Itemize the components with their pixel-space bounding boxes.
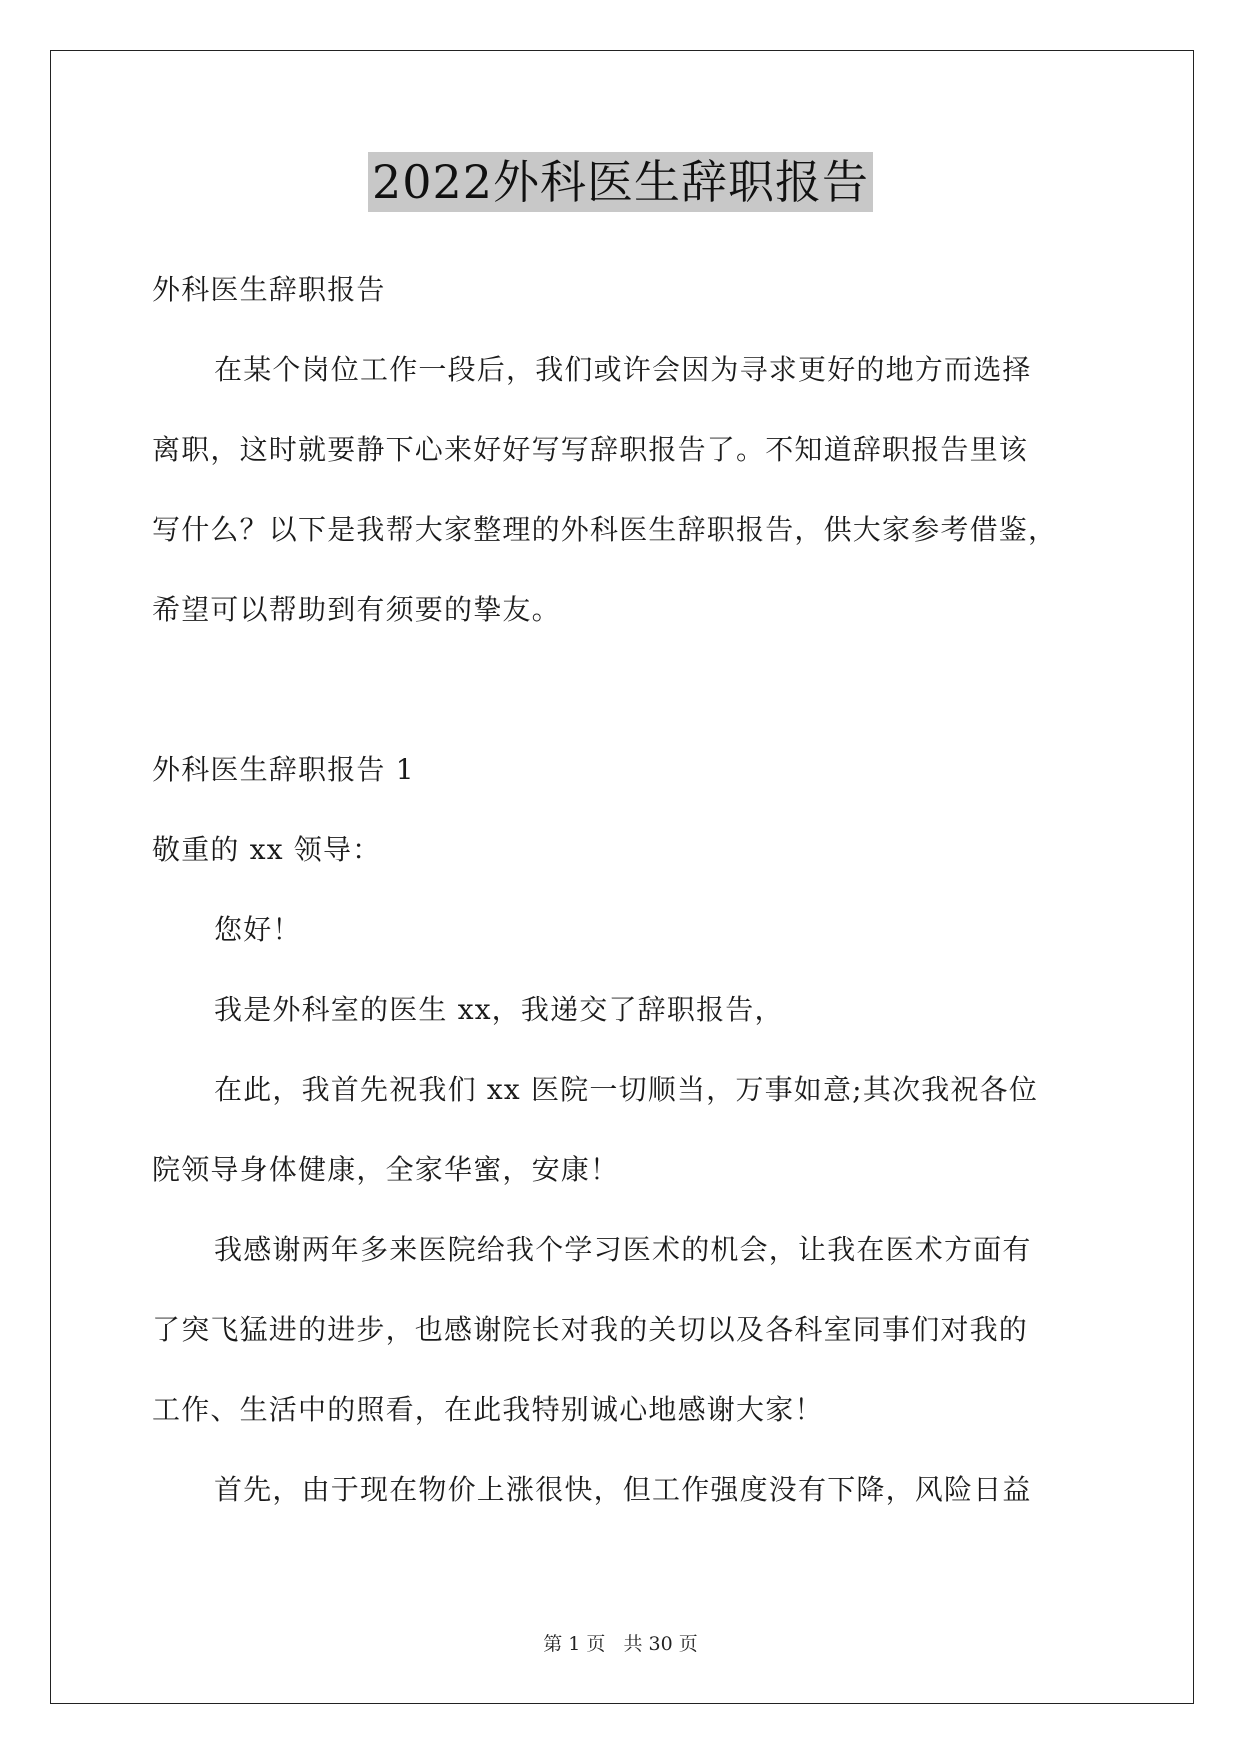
title-container (0, 152, 1241, 212)
paragraph-line: 离职，这时就要静下心来好好写写辞职报告了。不知道辞职报告里该 (152, 433, 1029, 466)
paragraph-line: 我是外科室的医生 xx，我递交了辞职报告， (214, 993, 784, 1026)
page-number-total: 共 30 页 (623, 1633, 698, 1655)
paragraph-line: 院领导身体健康，全家华蜜，安康！ (152, 1153, 620, 1186)
paragraph-line: 写什么？以下是我帮大家整理的外科医生辞职报告，供大家参考借鉴， (152, 513, 1058, 546)
greeting-line: 您好！ (214, 913, 302, 946)
section-heading: 外科医生辞职报告 1 (152, 753, 415, 786)
paragraph-line: 我感谢两年多来医院给我个学习医术的机会，让我在医术方面有 (214, 1233, 1032, 1266)
page-number-current: 第 1 页 (543, 1633, 606, 1655)
paragraph-line: 了突飞猛进的进步，也感谢院长对我的关切以及各科室同事们对我的 (152, 1313, 1029, 1346)
subtitle-line: 外科医生辞职报告 (152, 273, 386, 306)
paragraph-line: 工作、生活中的照看，在此我特别诚心地感谢大家！ (152, 1393, 824, 1426)
document-title: 2022外科医生辞职报告 (368, 152, 873, 212)
salutation-line: 敬重的 xx 领导： (152, 833, 382, 866)
page-footer (0, 1632, 1241, 1656)
paragraph-line: 首先，由于现在物价上涨很快，但工作强度没有下降，风险日益 (214, 1473, 1032, 1506)
paragraph-line: 希望可以帮助到有须要的挚友。 (152, 593, 561, 626)
paragraph-line: 在此，我首先祝我们 xx 医院一切顺当，万事如意;其次我祝各位 (214, 1073, 1039, 1106)
paragraph-line: 在某个岗位工作一段后，我们或许会因为寻求更好的地方而选择 (214, 353, 1032, 386)
